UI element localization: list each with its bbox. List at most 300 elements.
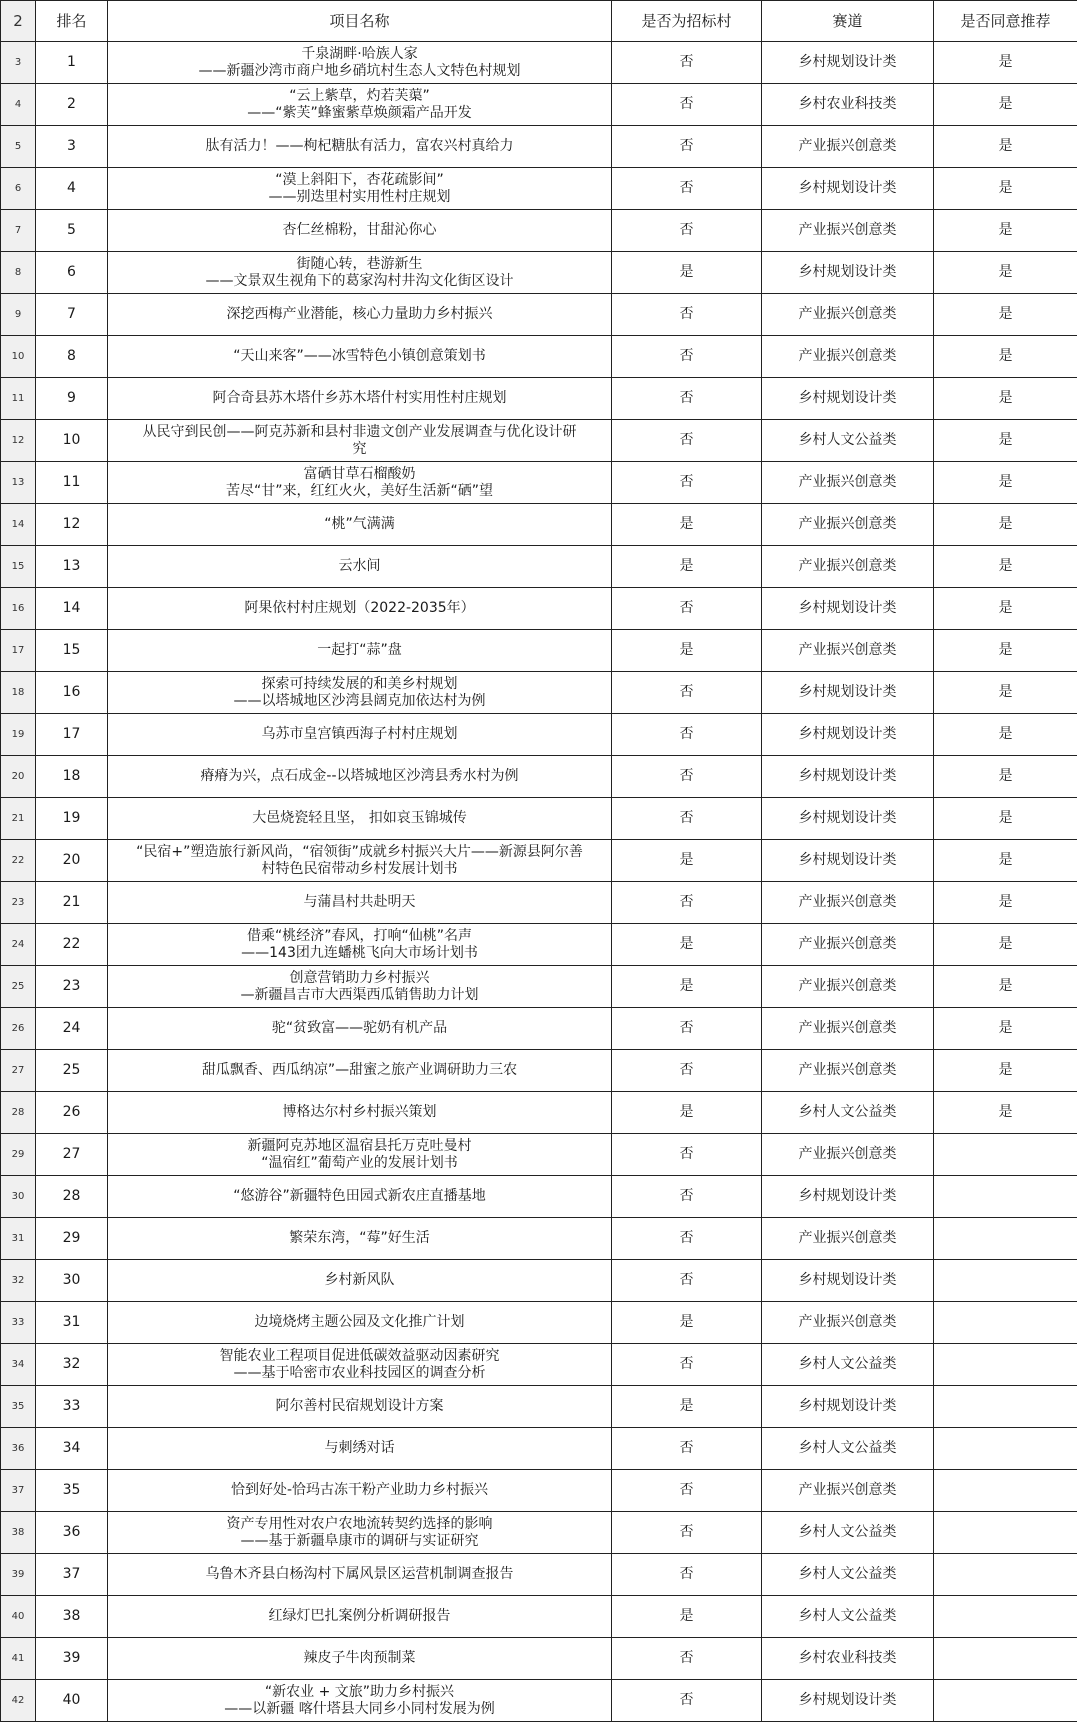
project-name-line-2: 村特色民宿带动乡村发展计划书 — [261, 860, 458, 877]
cell-track[interactable]: 乡村规划设计类 — [762, 168, 934, 210]
cell-bid-village[interactable]: 否 — [612, 294, 762, 336]
cell-project-name[interactable] — [108, 210, 612, 252]
row-number[interactable]: 19 — [1, 714, 36, 756]
cell-rank[interactable]: 13 — [36, 546, 108, 588]
cell-bid-village[interactable]: 是 — [612, 1092, 762, 1134]
cell-recommend[interactable]: 是 — [934, 420, 1077, 462]
cell-bid-village[interactable]: 否 — [612, 798, 762, 840]
cell-rank[interactable]: 37 — [36, 1554, 108, 1596]
cell-track[interactable]: 乡村规划设计类 — [762, 42, 934, 84]
table-row — [1, 924, 1077, 966]
cell-track[interactable]: 产业振兴创意类 — [762, 1134, 934, 1176]
project-name-line-1: “新农业 + 文旅”助力乡村振兴 — [264, 1683, 455, 1700]
cell-bid-village[interactable]: 否 — [612, 1680, 762, 1722]
cell-project-name[interactable] — [108, 1554, 612, 1596]
cell-bid-village[interactable]: 否 — [612, 882, 762, 924]
row-number[interactable]: 31 — [1, 1218, 36, 1260]
cell-bid-village[interactable]: 否 — [612, 1344, 762, 1386]
header-recommend[interactable]: 是否同意推荐 — [934, 1, 1077, 42]
row-number[interactable]: 40 — [1, 1596, 36, 1638]
cell-project-name[interactable] — [108, 504, 612, 546]
cell-rank[interactable]: 29 — [36, 1218, 108, 1260]
project-name-line-1: 新疆阿克苏地区温宿县托万克吐曼村 — [247, 1137, 472, 1154]
cell-bid-village[interactable]: 否 — [612, 126, 762, 168]
cell-project-name[interactable] — [108, 294, 612, 336]
cell-rank[interactable]: 32 — [36, 1344, 108, 1386]
project-name-line-2: 苦尽“甘”来，红红火火，美好生活新“硒”望 — [225, 482, 493, 499]
project-name-line-1: 一起打“蒜”盘 — [317, 642, 402, 658]
cell-bid-village[interactable]: 是 — [612, 1302, 762, 1344]
cell-track[interactable]: 产业振兴创意类 — [762, 1050, 934, 1092]
cell-recommend[interactable] — [934, 1386, 1077, 1428]
cell-bid-village[interactable]: 否 — [612, 1008, 762, 1050]
cell-project-name[interactable] — [108, 1512, 612, 1554]
cell-rank[interactable]: 28 — [36, 1176, 108, 1218]
header-project-name[interactable]: 项目名称 — [108, 1, 612, 42]
project-name-line-1: 街随心转，巷游新生 — [296, 255, 423, 272]
cell-project-name[interactable] — [108, 1428, 612, 1470]
cell-track[interactable]: 产业振兴创意类 — [762, 504, 934, 546]
cell-bid-village[interactable]: 否 — [612, 378, 762, 420]
cell-rank[interactable]: 11 — [36, 462, 108, 504]
table-row — [1, 840, 1077, 882]
row-number[interactable]: 6 — [1, 168, 36, 210]
cell-bid-village[interactable]: 否 — [612, 588, 762, 630]
row-number[interactable]: 12 — [1, 420, 36, 462]
project-name-line-1: 甜瓜飘香、西瓜纳凉”—甜蜜之旅产业调研助力三农 — [201, 1062, 518, 1078]
cell-bid-village[interactable]: 否 — [612, 714, 762, 756]
table-row — [1, 1302, 1077, 1344]
cell-recommend[interactable] — [934, 1512, 1077, 1554]
cell-bid-village[interactable]: 是 — [612, 840, 762, 882]
cell-bid-village[interactable]: 否 — [612, 1638, 762, 1680]
cell-project-name[interactable] — [108, 1470, 612, 1512]
cell-project-name[interactable] — [108, 798, 612, 840]
cell-recommend[interactable]: 是 — [934, 798, 1077, 840]
cell-recommend[interactable]: 是 — [934, 1008, 1077, 1050]
cell-recommend[interactable] — [934, 1134, 1077, 1176]
row-number[interactable]: 17 — [1, 630, 36, 672]
cell-track[interactable]: 乡村规划设计类 — [762, 798, 934, 840]
cell-rank[interactable]: 12 — [36, 504, 108, 546]
table-row — [1, 168, 1077, 210]
row-number[interactable]: 23 — [1, 882, 36, 924]
cell-project-name[interactable] — [108, 546, 612, 588]
cell-track[interactable]: 乡村规划设计类 — [762, 672, 934, 714]
cell-project-name[interactable] — [108, 882, 612, 924]
cell-rank[interactable]: 1 — [36, 42, 108, 84]
cell-recommend[interactable]: 是 — [934, 168, 1077, 210]
cell-rank[interactable]: 14 — [36, 588, 108, 630]
cell-track[interactable]: 产业振兴创意类 — [762, 336, 934, 378]
cell-recommend[interactable] — [934, 1470, 1077, 1512]
row-number[interactable]: 3 — [1, 42, 36, 84]
cell-rank[interactable]: 26 — [36, 1092, 108, 1134]
project-name-line-1: “云上紫草，灼若芙蕖” — [289, 87, 430, 104]
cell-project-name[interactable] — [108, 42, 612, 84]
cell-rank[interactable]: 17 — [36, 714, 108, 756]
row-number[interactable]: 9 — [1, 294, 36, 336]
cell-rank[interactable]: 9 — [36, 378, 108, 420]
project-name-line-2: “温宿红”葡萄产业的发展计划书 — [261, 1154, 458, 1171]
row-number[interactable]: 7 — [1, 210, 36, 252]
cell-recommend[interactable]: 是 — [934, 504, 1077, 546]
project-name-line-2: ——基于新疆阜康市的调研与实证研究 — [240, 1532, 479, 1549]
cell-bid-village[interactable]: 否 — [612, 756, 762, 798]
cell-recommend[interactable]: 是 — [934, 714, 1077, 756]
table-row — [1, 462, 1077, 504]
cell-rank[interactable]: 34 — [36, 1428, 108, 1470]
row-number[interactable]: 36 — [1, 1428, 36, 1470]
project-name-line-1: 红绿灯巴扎案例分析调研报告 — [268, 1608, 451, 1624]
cell-rank[interactable]: 5 — [36, 210, 108, 252]
cell-bid-village[interactable]: 是 — [612, 966, 762, 1008]
cell-project-name[interactable] — [108, 84, 612, 126]
cell-bid-village[interactable]: 否 — [612, 1512, 762, 1554]
cell-track[interactable]: 乡村规划设计类 — [762, 252, 934, 294]
cell-recommend[interactable]: 是 — [934, 42, 1077, 84]
cell-rank[interactable]: 20 — [36, 840, 108, 882]
project-name-line-1: “悠游谷”新疆特色田园式新农庄直播基地 — [233, 1188, 486, 1204]
cell-recommend[interactable]: 是 — [934, 756, 1077, 798]
row-number[interactable]: 41 — [1, 1638, 36, 1680]
cell-project-name[interactable] — [108, 1050, 612, 1092]
cell-rank[interactable]: 39 — [36, 1638, 108, 1680]
cell-recommend[interactable]: 是 — [934, 630, 1077, 672]
table-row — [1, 966, 1077, 1008]
cell-recommend[interactable] — [934, 1596, 1077, 1638]
project-name-line-1: 大邑烧瓷轻且坚， 扣如哀玉锦城传 — [252, 810, 467, 826]
cell-bid-village[interactable]: 否 — [612, 1176, 762, 1218]
cell-track[interactable]: 产业振兴创意类 — [762, 1470, 934, 1512]
cell-rank[interactable]: 23 — [36, 966, 108, 1008]
cell-track[interactable]: 乡村人文公益类 — [762, 1428, 934, 1470]
cell-project-name[interactable] — [108, 630, 612, 672]
cell-track[interactable]: 乡村人文公益类 — [762, 1554, 934, 1596]
table-row — [1, 1596, 1077, 1638]
cell-recommend[interactable]: 是 — [934, 336, 1077, 378]
table-row — [1, 756, 1077, 798]
project-name-line-1: “桃”气满满 — [324, 516, 395, 532]
cell-rank[interactable]: 25 — [36, 1050, 108, 1092]
row-number[interactable]: 18 — [1, 672, 36, 714]
cell-recommend[interactable]: 是 — [934, 882, 1077, 924]
cell-project-name[interactable] — [108, 126, 612, 168]
cell-track[interactable]: 产业振兴创意类 — [762, 210, 934, 252]
cell-track[interactable]: 乡村人文公益类 — [762, 1512, 934, 1554]
table-row — [1, 714, 1077, 756]
project-name-line-1: 乌鲁木齐县白杨沟村下属风景区运营机制调查报告 — [205, 1566, 514, 1582]
cell-bid-village[interactable]: 是 — [612, 924, 762, 966]
cell-recommend[interactable]: 是 — [934, 1092, 1077, 1134]
cell-rank[interactable]: 38 — [36, 1596, 108, 1638]
cell-track[interactable]: 乡村农业科技类 — [762, 84, 934, 126]
cell-project-name[interactable] — [108, 672, 612, 714]
table-row — [1, 1260, 1077, 1302]
table-row — [1, 420, 1077, 462]
cell-rank[interactable]: 18 — [36, 756, 108, 798]
cell-recommend[interactable]: 是 — [934, 294, 1077, 336]
cell-bid-village[interactable]: 否 — [612, 84, 762, 126]
cell-rank[interactable]: 22 — [36, 924, 108, 966]
project-name-line-1: “漠上斜阳下，杏花疏影间” — [275, 171, 444, 188]
project-name-line-1: “民宿+”塑造旅行新风尚，“宿领街”成就乡村振兴大片——新源县阿尔善 — [136, 843, 583, 860]
cell-rank[interactable]: 36 — [36, 1512, 108, 1554]
project-name-line-1: 创意营销助力乡村振兴 — [289, 969, 430, 986]
cell-project-name[interactable] — [108, 336, 612, 378]
cell-recommend[interactable] — [934, 1260, 1077, 1302]
cell-rank[interactable]: 3 — [36, 126, 108, 168]
cell-recommend[interactable]: 是 — [934, 1050, 1077, 1092]
row-number[interactable]: 37 — [1, 1470, 36, 1512]
cell-recommend[interactable] — [934, 1218, 1077, 1260]
cell-bid-village[interactable]: 否 — [612, 210, 762, 252]
row-number[interactable]: 27 — [1, 1050, 36, 1092]
cell-track[interactable]: 乡村农业科技类 — [762, 1638, 934, 1680]
project-name-line-1: 驼“贫致富——驼奶有机产品 — [271, 1020, 448, 1036]
cell-recommend[interactable]: 是 — [934, 378, 1077, 420]
cell-recommend[interactable] — [934, 1302, 1077, 1344]
row-number[interactable]: 21 — [1, 798, 36, 840]
cell-recommend[interactable] — [934, 1638, 1077, 1680]
cell-bid-village[interactable]: 否 — [612, 420, 762, 462]
cell-track[interactable]: 产业振兴创意类 — [762, 1302, 934, 1344]
row-number[interactable]: 2 — [1, 1, 36, 42]
row-number[interactable]: 32 — [1, 1260, 36, 1302]
row-number[interactable]: 28 — [1, 1092, 36, 1134]
cell-project-name[interactable] — [108, 1176, 612, 1218]
cell-track[interactable]: 乡村规划设计类 — [762, 1680, 934, 1722]
row-number[interactable]: 11 — [1, 378, 36, 420]
cell-track[interactable]: 产业振兴创意类 — [762, 546, 934, 588]
cell-project-name[interactable] — [108, 840, 612, 882]
table-row — [1, 1008, 1077, 1050]
cell-track[interactable]: 乡村规划设计类 — [762, 1386, 934, 1428]
project-name-line-1: 探索可持续发展的和美乡村规划 — [261, 675, 458, 692]
cell-rank[interactable]: 21 — [36, 882, 108, 924]
cell-rank[interactable]: 15 — [36, 630, 108, 672]
cell-track[interactable]: 乡村规划设计类 — [762, 1176, 934, 1218]
cell-recommend[interactable]: 是 — [934, 84, 1077, 126]
cell-rank[interactable]: 19 — [36, 798, 108, 840]
cell-bid-village[interactable]: 否 — [612, 672, 762, 714]
cell-rank[interactable]: 33 — [36, 1386, 108, 1428]
cell-bid-village[interactable]: 是 — [612, 504, 762, 546]
cell-project-name[interactable] — [108, 378, 612, 420]
cell-bid-village[interactable]: 否 — [612, 336, 762, 378]
cell-track[interactable]: 乡村规划设计类 — [762, 378, 934, 420]
project-name-line-1: 深挖西梅产业潜能，核心力量助力乡村振兴 — [226, 306, 493, 322]
cell-project-name[interactable] — [108, 1218, 612, 1260]
cell-rank[interactable]: 7 — [36, 294, 108, 336]
cell-project-name[interactable] — [108, 1680, 612, 1722]
row-number[interactable]: 14 — [1, 504, 36, 546]
cell-track[interactable]: 乡村规划设计类 — [762, 714, 934, 756]
project-name-line-1: 与蒲昌村共赴明天 — [303, 894, 416, 910]
cell-recommend[interactable]: 是 — [934, 840, 1077, 882]
cell-recommend[interactable]: 是 — [934, 966, 1077, 1008]
cell-bid-village[interactable]: 否 — [612, 1470, 762, 1512]
cell-project-name[interactable] — [108, 924, 612, 966]
cell-track[interactable]: 乡村规划设计类 — [762, 840, 934, 882]
cell-bid-village[interactable]: 否 — [612, 1260, 762, 1302]
row-number[interactable]: 25 — [1, 966, 36, 1008]
cell-project-name[interactable] — [108, 756, 612, 798]
cell-track[interactable]: 产业振兴创意类 — [762, 1218, 934, 1260]
cell-rank[interactable]: 4 — [36, 168, 108, 210]
cell-track[interactable]: 产业振兴创意类 — [762, 966, 934, 1008]
cell-rank[interactable]: 31 — [36, 1302, 108, 1344]
cell-rank[interactable]: 10 — [36, 420, 108, 462]
cell-bid-village[interactable]: 否 — [612, 1134, 762, 1176]
cell-bid-village[interactable]: 否 — [612, 462, 762, 504]
row-number[interactable]: 16 — [1, 588, 36, 630]
table-row — [1, 1218, 1077, 1260]
cell-project-name[interactable] — [108, 588, 612, 630]
cell-recommend[interactable] — [934, 1428, 1077, 1470]
cell-track[interactable]: 乡村人文公益类 — [762, 1596, 934, 1638]
cell-project-name[interactable] — [108, 1134, 612, 1176]
row-number[interactable]: 8 — [1, 252, 36, 294]
cell-project-name[interactable] — [108, 462, 612, 504]
row-number[interactable]: 5 — [1, 126, 36, 168]
cell-bid-village[interactable]: 否 — [612, 168, 762, 210]
cell-recommend[interactable]: 是 — [934, 462, 1077, 504]
row-number[interactable]: 4 — [1, 84, 36, 126]
cell-bid-village[interactable]: 否 — [612, 1050, 762, 1092]
cell-recommend[interactable]: 是 — [934, 210, 1077, 252]
cell-track[interactable]: 产业振兴创意类 — [762, 882, 934, 924]
cell-rank[interactable]: 30 — [36, 1260, 108, 1302]
cell-track[interactable]: 乡村人文公益类 — [762, 1344, 934, 1386]
row-number[interactable]: 26 — [1, 1008, 36, 1050]
cell-recommend[interactable]: 是 — [934, 924, 1077, 966]
cell-project-name[interactable] — [108, 1386, 612, 1428]
row-number[interactable]: 34 — [1, 1344, 36, 1386]
cell-bid-village[interactable]: 是 — [612, 1596, 762, 1638]
table-row — [1, 798, 1077, 840]
cell-project-name[interactable] — [108, 1596, 612, 1638]
row-number[interactable]: 38 — [1, 1512, 36, 1554]
cell-rank[interactable]: 40 — [36, 1680, 108, 1722]
cell-project-name[interactable] — [108, 714, 612, 756]
cell-recommend[interactable] — [934, 1680, 1077, 1722]
table-row — [1, 378, 1077, 420]
cell-track[interactable]: 产业振兴创意类 — [762, 630, 934, 672]
cell-recommend[interactable] — [934, 1554, 1077, 1596]
cell-rank[interactable]: 16 — [36, 672, 108, 714]
cell-rank[interactable]: 27 — [36, 1134, 108, 1176]
cell-project-name[interactable] — [108, 1344, 612, 1386]
row-number[interactable]: 20 — [1, 756, 36, 798]
project-name-line-1: 博格达尔村乡村振兴策划 — [282, 1104, 437, 1120]
cell-project-name[interactable] — [108, 168, 612, 210]
cell-rank[interactable]: 24 — [36, 1008, 108, 1050]
header-track[interactable]: 赛道 — [762, 1, 934, 42]
cell-track[interactable]: 乡村规划设计类 — [762, 1260, 934, 1302]
project-name-line-2: ——基于哈密市农业科技园区的调查分析 — [233, 1364, 486, 1381]
cell-project-name[interactable] — [108, 1260, 612, 1302]
table-row — [1, 1428, 1077, 1470]
cell-track[interactable]: 产业振兴创意类 — [762, 126, 934, 168]
row-number[interactable]: 10 — [1, 336, 36, 378]
row-number[interactable]: 39 — [1, 1554, 36, 1596]
cell-bid-village[interactable]: 否 — [612, 1218, 762, 1260]
cell-bid-village[interactable]: 否 — [612, 1428, 762, 1470]
cell-project-name[interactable] — [108, 1008, 612, 1050]
cell-recommend[interactable] — [934, 1344, 1077, 1386]
project-name-line-2: —新疆昌吉市大西渠西瓜销售助力计划 — [240, 986, 479, 1003]
project-name-line-1: 瘠瘠为兴，点石成金--以塔城地区沙湾县秀水村为例 — [200, 768, 519, 784]
cell-rank[interactable]: 6 — [36, 252, 108, 294]
cell-bid-village[interactable]: 是 — [612, 630, 762, 672]
cell-project-name[interactable] — [108, 966, 612, 1008]
cell-project-name[interactable] — [108, 252, 612, 294]
cell-bid-village[interactable]: 是 — [612, 252, 762, 294]
cell-recommend[interactable]: 是 — [934, 126, 1077, 168]
cell-project-name[interactable] — [108, 1638, 612, 1680]
cell-project-name[interactable] — [108, 1092, 612, 1134]
cell-track[interactable]: 产业振兴创意类 — [762, 1008, 934, 1050]
cell-bid-village[interactable]: 否 — [612, 1554, 762, 1596]
cell-bid-village[interactable]: 否 — [612, 42, 762, 84]
table-row — [1, 588, 1077, 630]
cell-track[interactable]: 乡村规划设计类 — [762, 756, 934, 798]
cell-bid-village[interactable]: 是 — [612, 1386, 762, 1428]
cell-rank[interactable]: 2 — [36, 84, 108, 126]
project-name-line-2: ——别迭里村实用性村庄规划 — [268, 188, 451, 205]
table-row — [1, 546, 1077, 588]
cell-track[interactable]: 乡村人文公益类 — [762, 420, 934, 462]
row-number[interactable]: 13 — [1, 462, 36, 504]
row-number[interactable]: 15 — [1, 546, 36, 588]
cell-track[interactable]: 乡村规划设计类 — [762, 588, 934, 630]
cell-track[interactable]: 产业振兴创意类 — [762, 924, 934, 966]
cell-recommend[interactable]: 是 — [934, 252, 1077, 294]
project-name-line-1: 阿果依村村庄规划（2022-2035年） — [244, 600, 475, 616]
cell-recommend[interactable]: 是 — [934, 546, 1077, 588]
table-row — [1, 336, 1077, 378]
cell-project-name[interactable] — [108, 1302, 612, 1344]
table-row — [1, 294, 1077, 336]
project-name-line-1: 乌苏市皇宫镇西海子村村庄规划 — [261, 726, 458, 742]
project-name-line-2: ——文景双生视角下的葛家沟村井沟文化街区设计 — [205, 272, 514, 289]
header-bid-village[interactable]: 是否为招标村 — [612, 1, 762, 42]
cell-bid-village[interactable]: 是 — [612, 546, 762, 588]
table-row — [1, 504, 1077, 546]
cell-recommend[interactable]: 是 — [934, 672, 1077, 714]
cell-track[interactable]: 产业振兴创意类 — [762, 462, 934, 504]
row-number[interactable]: 42 — [1, 1680, 36, 1722]
cell-recommend[interactable]: 是 — [934, 588, 1077, 630]
cell-rank[interactable]: 8 — [36, 336, 108, 378]
row-number[interactable]: 35 — [1, 1386, 36, 1428]
table-row — [1, 1470, 1077, 1512]
row-number[interactable]: 30 — [1, 1176, 36, 1218]
cell-track[interactable]: 产业振兴创意类 — [762, 294, 934, 336]
row-number[interactable]: 24 — [1, 924, 36, 966]
cell-recommend[interactable] — [934, 1176, 1077, 1218]
table-row — [1, 672, 1077, 714]
header-rank[interactable]: 排名 — [36, 1, 108, 42]
project-name-line-2: ——以塔城地区沙湾县阔克加依达村为例 — [233, 692, 486, 709]
cell-track[interactable]: 乡村人文公益类 — [762, 1092, 934, 1134]
cell-project-name[interactable] — [108, 420, 612, 462]
row-number[interactable]: 22 — [1, 840, 36, 882]
cell-rank[interactable]: 35 — [36, 1470, 108, 1512]
row-number[interactable]: 29 — [1, 1134, 36, 1176]
row-number[interactable]: 33 — [1, 1302, 36, 1344]
